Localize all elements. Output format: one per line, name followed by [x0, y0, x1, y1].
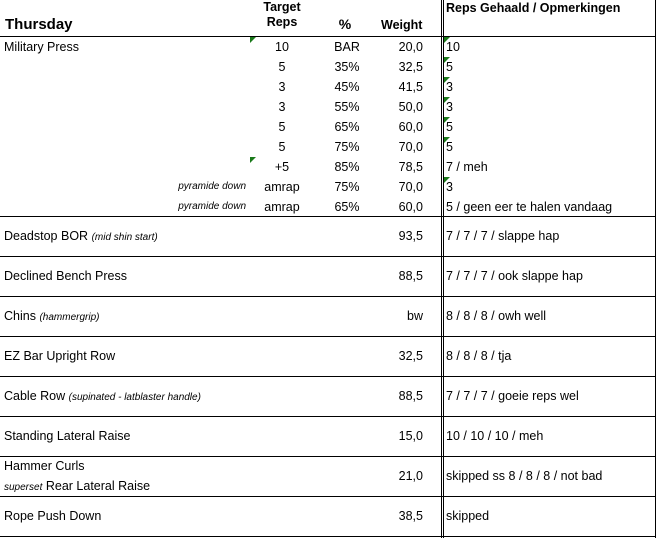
exercise-name	[4, 348, 115, 364]
reps-done-cell: skipped ss 8 / 8 / 8 / not bad	[446, 469, 603, 483]
reps-done-cell: 3	[446, 100, 453, 114]
weight-cell: 60,0	[398, 200, 423, 214]
exercise-name	[4, 388, 201, 406]
column-divider	[441, 0, 442, 538]
reps-done-cell: 8 / 8 / 8 / tja	[446, 349, 512, 363]
reps-done-cell: 7 / 7 / 7 / goeie reps wel	[446, 389, 579, 403]
row-divider	[0, 456, 656, 457]
row-divider	[0, 216, 656, 217]
weight-cell: 15,0	[398, 429, 423, 443]
weight-cell: 88,5	[398, 269, 423, 283]
row-divider	[0, 336, 656, 337]
exercise-name-hammer-curls: Hammer Curls	[4, 459, 85, 473]
reps-done-cell: 5	[446, 60, 453, 74]
superset-line	[4, 478, 150, 496]
exercise-label: Standing Lateral Raise	[4, 429, 131, 443]
exercise-label: Chins	[4, 309, 36, 323]
target-reps-cell: +5	[274, 160, 290, 174]
exercise-detail: (hammergrip)	[39, 312, 100, 323]
comment-indicator	[444, 57, 450, 63]
weight-cell: 32,5	[398, 349, 423, 363]
row-divider	[0, 296, 656, 297]
reps-done-cell: 8 / 8 / 8 / owh well	[446, 309, 547, 323]
percent-cell: 75%	[334, 140, 360, 154]
set-note: pyramide down	[178, 181, 246, 192]
target-reps-cell: amrap	[264, 200, 300, 214]
reps-done-cell: 7 / 7 / 7 / ook slappe hap	[446, 269, 583, 283]
percent-header: %	[338, 16, 352, 32]
superset-label: superset	[4, 482, 43, 493]
exercise-label: Declined Bench Press	[4, 269, 127, 283]
comment-indicator	[250, 157, 256, 163]
exercise-name-military-press: Military Press	[4, 40, 80, 54]
exercise-name-rope-push-down: Rope Push Down	[4, 509, 102, 523]
exercise-label: Deadstop BOR	[4, 229, 89, 243]
comment-indicator	[444, 37, 450, 43]
day-title: Thursday	[5, 16, 73, 33]
target-reps-cell: 3	[278, 100, 286, 114]
percent-cell: 35%	[334, 60, 360, 74]
reps-done-cell: 7 / 7 / 7 / slappe hap	[446, 229, 560, 243]
reps-done-cell: skipped	[446, 509, 490, 523]
row-divider	[0, 536, 656, 537]
weight-cell: 21,0	[398, 469, 423, 483]
target-reps-cell: 5	[278, 120, 286, 134]
comment-indicator	[444, 137, 450, 143]
weight-cell: 38,5	[398, 509, 423, 523]
weight-cell: 20,0	[398, 40, 423, 54]
reps-done-cell: 7 / meh	[446, 160, 488, 174]
weight-cell: 88,5	[398, 389, 423, 403]
weight-header: Weight	[381, 18, 423, 32]
target-reps-cell: amrap	[264, 180, 300, 194]
reps-done-cell: 3	[446, 180, 453, 194]
row-divider	[0, 376, 656, 377]
percent-cell: 55%	[334, 100, 360, 114]
percent-cell: 65%	[334, 200, 360, 214]
reps-done-cell: 3	[446, 80, 453, 94]
weight-cell: 93,5	[398, 229, 423, 243]
reps-done-cell: 5	[446, 120, 453, 134]
weight-cell: 70,0	[398, 140, 423, 154]
comment-indicator	[444, 177, 450, 183]
column-divider	[655, 0, 656, 538]
percent-cell: 85%	[334, 160, 360, 174]
exercise-detail: (supinated - latblaster handle)	[68, 392, 201, 403]
reps-done-cell: 5	[446, 140, 453, 154]
comment-indicator	[250, 37, 256, 43]
comment-indicator	[444, 117, 450, 123]
exercise-detail: (mid shin start)	[91, 232, 158, 243]
weight-cell: 78,5	[398, 160, 423, 174]
weight-cell: bw	[407, 309, 423, 323]
target-reps-cell: 5	[278, 140, 286, 154]
reps-done-cell: 10 / 10 / 10 / meh	[446, 429, 544, 443]
row-divider	[0, 496, 656, 497]
percent-cell: 65%	[334, 120, 360, 134]
exercise-name	[4, 308, 99, 326]
weight-cell: 70,0	[398, 180, 423, 194]
comment-indicator	[444, 97, 450, 103]
exercise-name	[4, 268, 127, 284]
set-note: pyramide down	[178, 201, 246, 212]
weight-cell: 41,5	[398, 80, 423, 94]
percent-cell: BAR	[334, 40, 360, 54]
exercise-name	[4, 428, 130, 444]
row-divider	[0, 416, 656, 417]
reps-done-cell: 10	[446, 40, 460, 54]
exercise-label: EZ Bar Upright Row	[4, 349, 116, 363]
target-reps-cell: 3	[278, 80, 286, 94]
comment-indicator	[444, 77, 450, 83]
target-reps-cell: 10	[275, 40, 289, 54]
exercise-label: Cable Row	[4, 389, 66, 403]
weight-cell: 50,0	[398, 100, 423, 114]
row-divider	[0, 36, 656, 37]
reps-done-cell: 5 / geen eer te halen vandaag	[446, 200, 613, 214]
weight-cell: 32,5	[398, 60, 423, 74]
row-divider	[0, 256, 656, 257]
superset-exercise-name: Rear Lateral Raise	[45, 479, 151, 493]
exercise-name	[4, 228, 158, 246]
weight-cell: 60,0	[398, 120, 423, 134]
percent-cell: 75%	[334, 180, 360, 194]
target-reps-cell: 5	[278, 60, 286, 74]
percent-cell: 45%	[334, 80, 360, 94]
notes-header: Reps Gehaald / Opmerkingen	[446, 1, 621, 15]
target-reps-header: Target Reps	[263, 0, 301, 29]
